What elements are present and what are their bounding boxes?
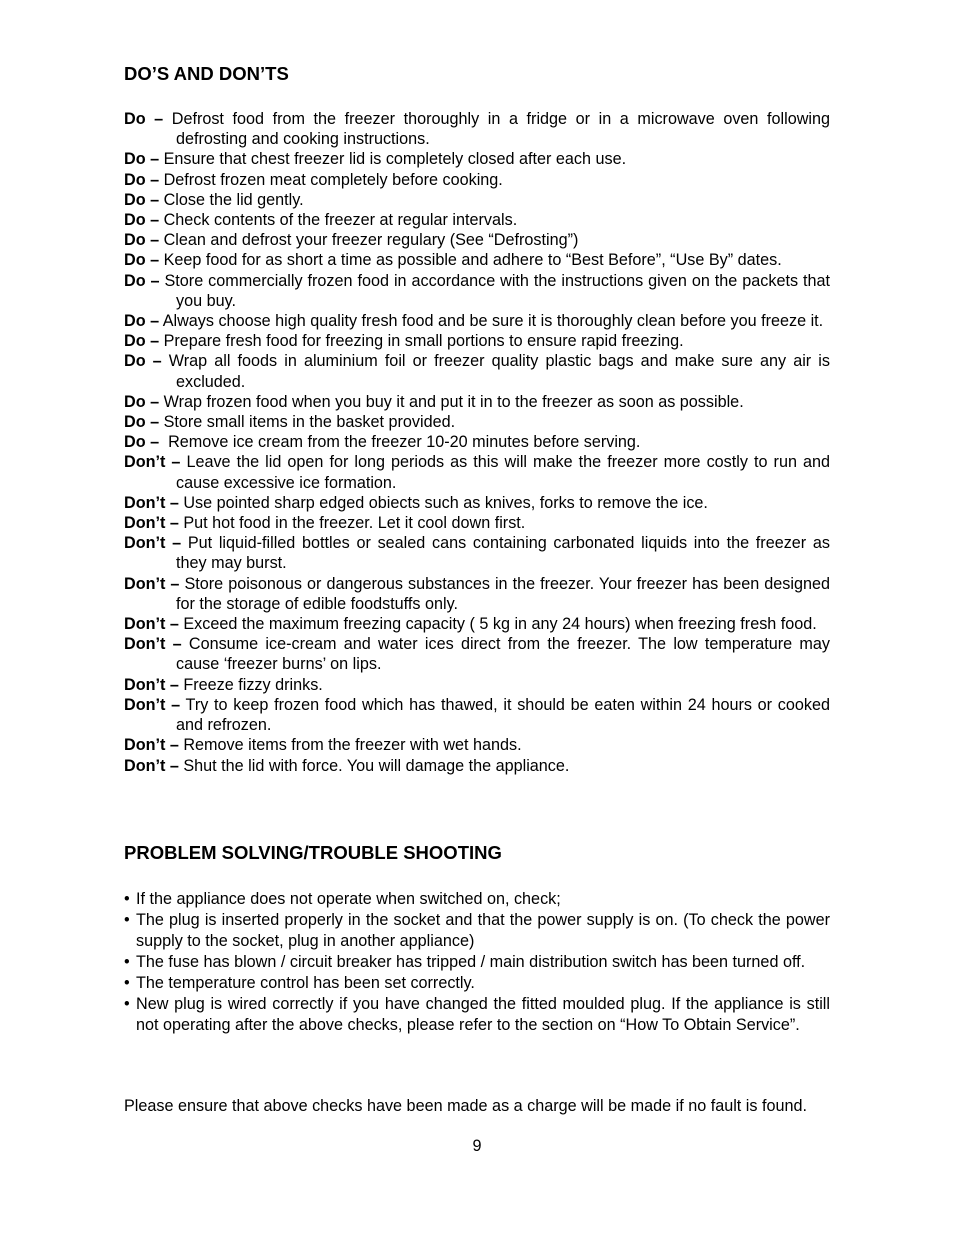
item-lead: Don’t – [124, 615, 179, 634]
item-lead: Don’t – [124, 493, 179, 512]
problem-solving-heading: PROBLEM SOLVING/TROUBLE SHOOTING [124, 842, 502, 863]
item-text: Wrap all foods in aluminium foil or freezer quality plastic bags and make sure any air is excluded. [161, 352, 835, 391]
dos-donts-item [124, 250, 830, 270]
troubleshooting-item [124, 910, 830, 951]
dos-donts-item [124, 452, 835, 492]
dos-donts-item [124, 190, 830, 210]
dos-donts-item [124, 735, 830, 755]
item-lead: Do – [124, 190, 160, 209]
item-text: Use pointed sharp edged obiects such as knives, forks to remove the ice. [178, 493, 708, 512]
item-lead: Do – [124, 433, 160, 452]
closing-note: Please ensure that above checks have been made as a charge will be made if no fault is found. [124, 1097, 807, 1115]
item-text: Try to keep frozen food which has thawed, it should be eaten within 24 hours or cooked and refrozen. [176, 695, 835, 735]
item-lead: Do – [124, 251, 160, 270]
dos-donts-item [124, 271, 835, 311]
item-lead: Do – [124, 231, 160, 250]
item-lead: Don’t – [124, 695, 181, 714]
page-number: 9 [472, 1137, 482, 1155]
item-text: Consume ice-cream and water ices direct from the freezer. The low temperature may cause ‘freezer burns’ on lips. [176, 635, 835, 674]
item-lead: Do – [124, 392, 160, 411]
dos-donts-item [124, 230, 830, 250]
bullet-icon: • [124, 952, 130, 971]
dos-donts-item [124, 634, 835, 674]
item-lead: Do – [124, 211, 160, 230]
item-lead: Don’t – [124, 453, 181, 472]
item-lead: Do – [124, 332, 160, 351]
troubleshooting-item [124, 973, 830, 994]
dos-donts-item [124, 695, 835, 735]
bullet-icon: • [124, 890, 130, 908]
dos-donts-item [124, 311, 830, 331]
dos-donts-item [124, 412, 830, 432]
item-text: Exceed the maximum freezing capacity ( 5 kg in any 24 hours) when freezing fresh food. [178, 615, 817, 634]
item-text: Defrost food from the freezer thoroughly in a fridge or in a microwave oven following defrosting and cooking instructions. [163, 110, 835, 149]
item-text: Store small items in the basket provided. [159, 413, 456, 432]
troubleshooting-item [124, 952, 830, 973]
item-lead: Do – [124, 110, 164, 128]
item-lead: Do – [124, 271, 160, 290]
troubleshooting-item [124, 889, 830, 910]
item-text: Store poisonous or dangerous substances in the freezer. Your freezer has been designed for the storage of edible foodstuffs only. [176, 574, 835, 613]
item-text: Put liquid-filled bottles or sealed cans containing carbonated liquids into the freezer as they may burst. [176, 534, 835, 573]
dos-donts-item [124, 351, 835, 391]
item-lead: Don’t – [124, 514, 179, 533]
item-lead: Don’t – [124, 635, 182, 654]
item-text: Freeze fizzy drinks. [178, 675, 323, 694]
troubleshooting-item [124, 994, 830, 1035]
bullet-icon: • [124, 911, 130, 930]
item-lead: Do – [124, 352, 162, 371]
dos-donts-item [124, 432, 830, 452]
item-lead: Do – [124, 312, 160, 331]
bullet-icon: • [124, 974, 130, 993]
dos-donts-item [124, 533, 835, 573]
item-text: Leave the lid open for long periods as this will make the freezer more costly to run and cause excessive ice formation. [176, 453, 835, 492]
item-text: Store commercially frozen food in accordance with the instructions given on the packets that you buy. [159, 271, 835, 310]
item-text: Defrost frozen meat completely before cooking. [159, 170, 503, 189]
troubleshooting-list [124, 889, 830, 1036]
bullet-text: The plug is inserted properly in the socket and that the power supply is on. (To check the power supply to the socket, plug in another appliance) [136, 911, 830, 950]
dos-donts-item [124, 392, 830, 412]
item-text: Wrap frozen food when you buy it and put it in to the freezer as soon as possible. [159, 392, 744, 411]
item-text: Check contents of the freezer at regular intervals. [159, 211, 518, 230]
item-lead: Do – [124, 150, 160, 169]
item-lead: Do – [124, 170, 160, 189]
bullet-text: The fuse has blown / circuit breaker has tripped / main distribution switch has been turned off. [136, 952, 806, 971]
bullet-text: New plug is wired correctly if you have changed the fitted moulded plug. If the appliance is still not operating after the above checks, please refer to the section on “How To Obtain Service”. [136, 995, 830, 1034]
bullet-text: The temperature control has been set correctly. [136, 974, 475, 993]
dos-donts-item [124, 331, 830, 351]
dos-donts-item [124, 210, 830, 230]
dos-donts-item [124, 574, 835, 614]
item-lead: Don’t – [124, 756, 179, 775]
dos-donts-list [124, 109, 835, 776]
item-text: Shut the lid with force. You will damage the appliance. [178, 756, 570, 775]
item-text: Put hot food in the freezer. Let it cool down first. [178, 514, 526, 533]
item-text: Prepare fresh food for freezing in small portions to ensure rapid freezing. [159, 332, 684, 351]
item-text: Always choose high quality fresh food and be sure it is thoroughly clean before you freeze it. [159, 312, 824, 331]
dos-donts-item [124, 756, 830, 776]
item-text: Remove ice cream from the freezer 10-20 minutes before serving. [159, 433, 641, 452]
dos-donts-item [124, 614, 830, 634]
bullet-icon: • [124, 995, 130, 1014]
dos-donts-item [124, 675, 830, 695]
dos-donts-item [124, 170, 830, 190]
dos-donts-item [124, 109, 835, 149]
dos-donts-item [124, 513, 830, 533]
bullet-text: If the appliance does not operate when switched on, check; [136, 890, 561, 908]
item-text: Clean and defrost your freezer regulary (See “Defrosting”) [159, 231, 579, 250]
item-text: Keep food for as short a time as possible and adhere to “Best Before”, “Use By” dates. [159, 251, 782, 270]
item-lead: Don’t – [124, 534, 182, 553]
item-lead: Don’t – [124, 736, 179, 755]
dos-donts-item [124, 149, 830, 169]
item-text: Close the lid gently. [159, 190, 304, 209]
item-lead: Do – [124, 413, 160, 432]
dos-donts-item [124, 493, 830, 513]
item-text: Ensure that chest freezer lid is completely closed after each use. [159, 150, 627, 169]
dos-donts-heading: DO’S AND DON’TS [124, 63, 289, 84]
item-lead: Don’t – [124, 574, 180, 593]
item-lead: Don’t – [124, 675, 179, 694]
item-text: Remove items from the freezer with wet hands. [178, 736, 522, 755]
